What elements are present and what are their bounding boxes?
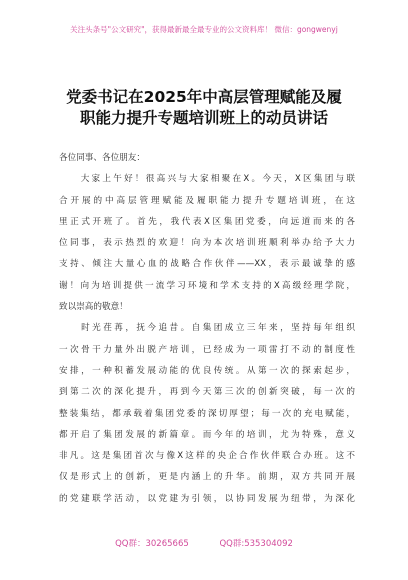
body-line: 非凡。这是集团首次与像X这样的央企合作伙伴联合办班。这不: [59, 451, 355, 462]
document-title-line-2: 职能力提升专题培训班上的动员讲话: [79, 109, 328, 127]
body-line: 一次骨干力量外出脱产培训，已经成为一项雷打不动的制度性: [59, 344, 355, 355]
body-line: 整装集结，都承载着集团党委的深切厚望；每一次的充电赋能，: [59, 408, 355, 419]
salutation: 各位同事、各位朋友：: [59, 153, 145, 163]
body-line: 的党建联学活动，以党建为引领，以协同发展为纽带，为深化: [59, 493, 355, 504]
body-line: 仅是形式上的创新，更是内涵上的升华。前期，双方共同开展: [59, 472, 355, 483]
document-title-line-1: 党委书记在2025年中高层管理赋能及履: [66, 88, 342, 106]
body-line: 合开展的中高层管理赋能及履职能力提升专题培训班，在这: [59, 195, 355, 206]
body-line: 大家上午好！很高兴与大家相聚在X。今天，X区集团与联: [59, 174, 355, 185]
body-line: 到第二次的深化提升，再到今天第三次的创新突破，每一次的: [59, 387, 355, 398]
footer-qq-group-2: QQ群:535304092: [219, 539, 293, 549]
header-note: 关注头条号"公文研究"，获得最新最全最专业的公文资料库！ 微信：gongwenyj: [70, 25, 338, 34]
footer: [0, 537, 408, 549]
body-line: 里正式开班了。首先，我代表X区集团党委，向远道而来的各: [59, 216, 355, 227]
document-body: [59, 148, 355, 510]
body-line: 支持、倾注大量心血的战略合作伙伴——XX，表示最诚挚的感: [59, 259, 355, 270]
body-line: 致以崇高的敬意！: [59, 302, 128, 313]
body-line: 位同事，表示热烈的欢迎！向为本次培训班顺利举办给予大力: [59, 238, 355, 249]
body-line: 时光荏苒，抚今追昔。自集团成立三年来，坚持每年组织: [59, 323, 355, 334]
body-line: 都开启了集团发展的新篇章。而今年的培训，尤为特殊，意义: [59, 429, 355, 440]
footer-qq-group-1: QQ群：30265665: [115, 539, 189, 549]
body-line: 安排，一种积蓄发展动能的优良传统。从第一次的探索起步，: [59, 365, 355, 376]
body-line: 谢！向为培训提供一流学习环境和学术支持的X高级经理学院，: [59, 280, 355, 291]
